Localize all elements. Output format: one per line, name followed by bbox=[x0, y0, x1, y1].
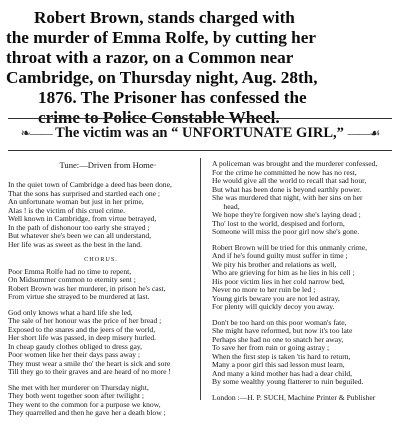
verse-line: For the crime he committed he now has no rest, bbox=[212, 168, 357, 177]
verse-line: That the sons has surprised and startled each one ; bbox=[8, 189, 161, 198]
verse-line: They went to the common for a purpose we know, bbox=[8, 400, 161, 409]
bottom-rule bbox=[8, 150, 392, 151]
left-column bbox=[8, 160, 194, 425]
verse-line: But what has been done is beyond earthly power. bbox=[212, 185, 362, 194]
verse-line: Tho' lost to the world, despised and forlorn, bbox=[212, 219, 345, 228]
verse-line: Don't be too hard on this poor woman's fate, bbox=[212, 318, 347, 327]
verse-line: Robert Brown will be tried for this unmanly crime, bbox=[212, 243, 368, 252]
verse-line: A policeman was brought and the murderer confessed, bbox=[212, 160, 378, 168]
subheading bbox=[0, 124, 400, 142]
chorus-stanza bbox=[8, 268, 194, 302]
verse-stanza bbox=[212, 319, 396, 387]
verse-line: She met with her murderer on Thursday night, bbox=[8, 383, 149, 392]
verse-line: The sale of her honour was the price of her bread ; bbox=[8, 317, 162, 325]
verse-line: For plenty will quickly decoy you away. bbox=[212, 303, 335, 311]
verse-line: And if he's found guilty must suffer in time ; bbox=[212, 252, 348, 260]
right-column bbox=[212, 160, 396, 402]
right-flourish-ornament: ——☙ bbox=[347, 126, 380, 140]
verse-line: Someone will miss the poor girl now she's gone. bbox=[212, 228, 360, 236]
verse-line: But whatever she's been we can all understand, bbox=[8, 232, 152, 240]
verse-line: Never no more to her ruin be led ; bbox=[212, 286, 316, 294]
chorus-line: On Midsummer common to eternity sent ; bbox=[8, 276, 136, 284]
verse-line: They quarrelled and then he gave her a death blow ; bbox=[8, 409, 166, 417]
headline-line: crime to Police Constable Wheel. bbox=[38, 108, 280, 127]
verse-line: Poor women like her their days pass away ; bbox=[8, 351, 141, 359]
headline-line: 1876. The Prisoner has confessed the bbox=[38, 88, 307, 107]
verse-line: Alas ! is the victim of this cruel crime. bbox=[8, 206, 126, 215]
tune-line: Tune:—Driven from Home· bbox=[59, 160, 157, 170]
verse-line: When the first step is taken 'tis hard to return, bbox=[212, 352, 351, 361]
verse-line: In the path of dishonour too early she strayed ; bbox=[8, 223, 150, 232]
column-divider bbox=[200, 158, 201, 400]
headline bbox=[6, 8, 398, 128]
verse-line: Well known in Cambridge, from virtue betrayed, bbox=[8, 215, 157, 223]
verse-line: Who are grieving for him as he lies in his cell ; bbox=[212, 269, 355, 277]
verse-line: Many a poor girl this sad lesson must learn, bbox=[212, 361, 345, 369]
verse-line: Her life was as sweet as the best in the land. bbox=[8, 240, 142, 249]
verse-line: In the quiet town of Cambridge a deed has been done, bbox=[8, 181, 172, 189]
headline-line: Robert Brown, stands charged with bbox=[34, 8, 295, 27]
verse-line: Exposed to the snares and the jeers of the world, bbox=[8, 325, 156, 334]
verse-line: And many a kind mother has had a dear child, bbox=[212, 369, 353, 378]
left-flourish-ornament: ❧—— bbox=[20, 126, 52, 140]
headline-line: throat with a razor, on a Common near bbox=[6, 48, 294, 67]
headline-line: Cambridge, on Thursday night, Aug. 28th, bbox=[6, 68, 318, 87]
verse-line: She was murdered that night, with her sins on her bbox=[212, 194, 363, 202]
verse-line: Till they go to their graves and are heard of no more ! bbox=[8, 368, 171, 376]
chorus-line: Robert Brown was her murderer, in prison he's cast, bbox=[8, 284, 166, 293]
verse-line: They must wear a smile tho' the heart is sick and sore bbox=[8, 359, 171, 368]
verse-line: We pity his brother and relations as well, bbox=[212, 260, 337, 269]
verse-stanza bbox=[8, 181, 194, 249]
verse-stanza bbox=[212, 160, 396, 237]
verse-line: We hope they're forgiven now she's laying dead ; bbox=[212, 211, 361, 219]
verse-line: God only knows what a hard life she led, bbox=[8, 308, 133, 317]
verse-line: By some wealthy young flatterer to ruin beguiled. bbox=[212, 378, 364, 386]
verse-stanza bbox=[8, 309, 194, 377]
verse-line: She might have reformed, but now it's too late bbox=[212, 327, 353, 335]
chorus-label: CHORUS. bbox=[84, 256, 118, 263]
verse-line: To save her from ruin or going astray ; bbox=[212, 344, 330, 352]
verse-line: They both went together soon after twilight ; bbox=[8, 392, 145, 400]
chorus-line: Poor Emma Rolfe had no time to repent, bbox=[8, 267, 132, 276]
verse-stanza bbox=[8, 384, 194, 418]
verse-line: Young girls beware you are not led astray, bbox=[212, 294, 340, 303]
verse-line: An unfortunate woman but just in her prime, bbox=[8, 198, 144, 206]
chorus-line: From virtue she strayed to be murdered at last. bbox=[8, 293, 150, 301]
verse-line: Perhaps she had no one to snatch her away, bbox=[212, 335, 344, 344]
headline-line: the murder of Emma Rolfe, by cutting her bbox=[6, 28, 316, 47]
verse-line: He would give all the world to recall that sad hour, bbox=[212, 177, 367, 185]
verse-line: Her short life was passed, in deep misery hurled. bbox=[8, 334, 157, 342]
verse-line: head, bbox=[212, 202, 240, 211]
verse-stanza bbox=[212, 244, 396, 312]
printer-imprint: London :—H. P. SUCH, Machine Printer & Publisher bbox=[212, 392, 376, 402]
top-rule bbox=[8, 118, 392, 119]
verse-line: His poor victim lies in her cold narrow bed, bbox=[212, 277, 345, 286]
verse-line: In cheap gaudy clothes obliged to dress gay, bbox=[8, 342, 143, 351]
subheading-text: The victim was an “ UNFORTUNATE GIRL,” bbox=[55, 125, 344, 141]
